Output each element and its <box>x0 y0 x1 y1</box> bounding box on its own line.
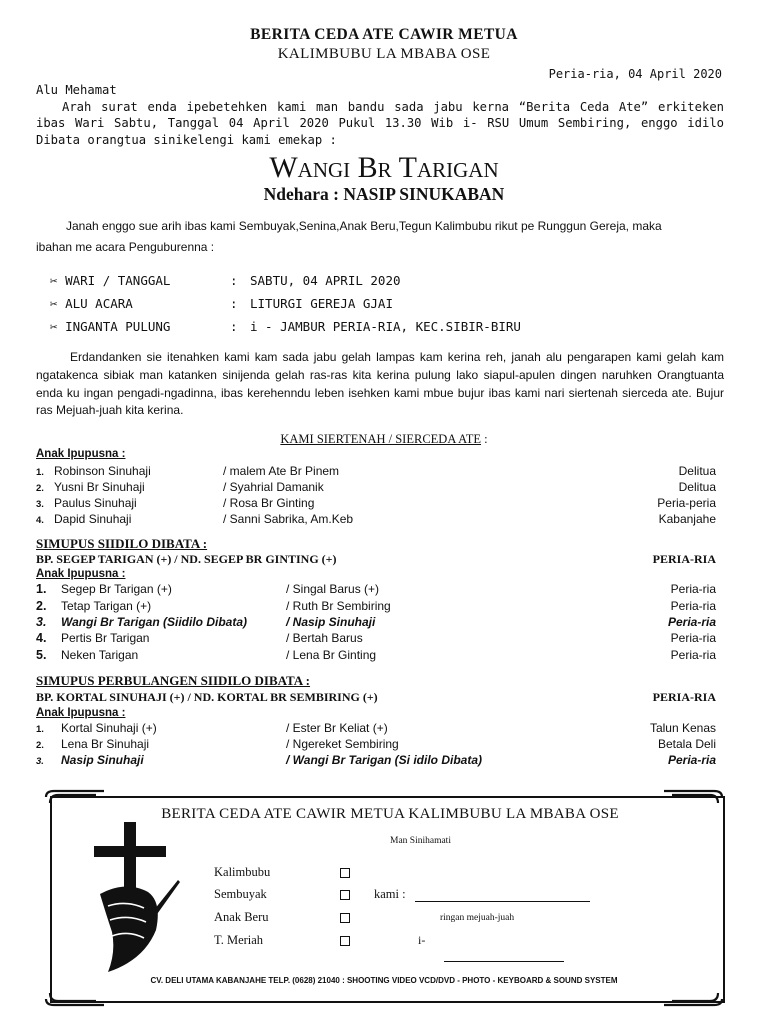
letter-date: Peria-ria, 04 April 2020 <box>548 67 722 81</box>
mourners-heading: KAMI SIERTENAH / SIERCEDA ATE : <box>280 432 488 446</box>
corner-ornament-tr <box>664 791 722 803</box>
greeting: Alu Mehamat <box>36 83 117 97</box>
table-row-deceased: 3. Wangi Br Tarigan (Siidilo Dibata) / Nasip Sinuhaji Peria-ria <box>36 615 716 629</box>
table-row: 4. Dapid Sinuhaji / Sanni Sabrika, Am.Keb Kabanjahe <box>36 512 716 526</box>
option-anak-beru: Anak Beru <box>214 910 269 924</box>
checkbox-kalimbubu[interactable] <box>340 868 350 878</box>
perbulangen-heading: SIMUPUS PERBULANGEN SIIDILO DIBATA : <box>36 673 311 688</box>
letter-subtitle: KALIMBUBU LA MBABA OSE <box>277 46 491 62</box>
children-label: Anak Ipupusna : <box>36 448 126 460</box>
invitation-paragraph: Erdandanken sie itenahken kami kam sada jabu gelah lampas kam kerina reh, janah alu pengarapen kami gelah kam ngatakenca sibiak man katanken sinijenda gelah ras-ras kita kerina pulung lako siapul-apulen dingen naruhken Orangtuanta enda ku ingan pengadi-ngadinna, ibas kerehenndu leben isehken kami mbue bujur ibas kami nari siertenah sierceda ate. Bujur ras Mejuah-juah kita kerina. <box>36 350 724 418</box>
corner-ornament-tl <box>46 791 104 803</box>
table-row: 3. Paulus Sinuhaji / Rosa Br Ginting Peria-peria <box>36 496 716 510</box>
scissors-icon: ✂ <box>50 296 58 311</box>
corner-ornament-br <box>664 993 722 1005</box>
deceased-name: Wangi Br Tarigan <box>269 151 499 184</box>
option-t-meriah: T. Meriah <box>214 933 264 947</box>
table-row: 2. Tetap Tarigan (+) / Ruth Br Sembiring Peria-ria <box>36 599 716 613</box>
cross-illustration <box>86 820 186 980</box>
corner-ornament-bl <box>46 993 104 1005</box>
table-row: 1. Kortal Sinuhaji (+) / Ester Br Keliat (+) Talun Kenas <box>36 721 716 735</box>
table-row: 1. Segep Br Tarigan (+) / Singal Barus (+) Peria-ria <box>36 582 716 596</box>
simupus-heading: SIMUPUS SIIDILO DIBATA : <box>36 536 208 551</box>
checkbox-t-meriah[interactable] <box>340 936 350 946</box>
announcement-line-1: Janah enggo sue arih ibas kami Sembuyak,Senina,Anak Beru,Tegun Kalimbubu rikut pe Runggun Gereja, maka <box>66 219 662 233</box>
kami-input-line[interactable] <box>415 901 590 902</box>
intro-text: Arah surat enda ipebetehken kami man bandu sada jabu kerna “Berita Ceda Ate” erkiteken ibas Wari Sabtu, Tanggal 04 April 2020 Pukul 13.30 Wib i- RSU Umum Sembiring, enggo idilo Dibata orangtua sinikelengi kami emekap : <box>36 99 724 147</box>
checkbox-anak-beru[interactable] <box>340 913 350 923</box>
place-label: i- <box>418 933 426 947</box>
simupus-parents: BP. SEGEP TARIGAN (+) / ND. SEGEP BR GINTING (+) PERIA-RIA <box>36 552 716 566</box>
greeting-text: ringan mejuah-juah <box>440 913 515 923</box>
card-title: BERITA CEDA ATE CAWIR METUA KALIMBUBU LA MBABA OSE <box>161 806 619 822</box>
deceased-spouse: Ndehara : NASIP SINUKABAN <box>263 184 505 204</box>
announcement-line-2: ibahan me acara Penguburenna : <box>36 240 215 254</box>
table-row: 1. Robinson Sinuhaji / malem Ate Br Pinem Delitua <box>36 464 716 478</box>
table-row-spouse: 3. Nasip Sinuhaji / Wangi Br Tarigan (Si idilo Dibata) Peria-ria <box>36 753 716 767</box>
scissors-icon: ✂ <box>50 273 58 288</box>
scissors-icon: ✂ <box>50 319 58 334</box>
card-recipient-label: Man Sinihamati <box>390 836 451 846</box>
ulos-cloth <box>100 886 158 972</box>
table-row: 2. Yusni Br Sinuhaji / Syahrial Damanik Delitua <box>36 480 716 494</box>
table-row: 2. Lena Br Sinuhaji / Ngereket Sembiring Betala Deli <box>36 737 716 751</box>
kami-label: kami : <box>374 887 406 901</box>
option-kalimbubu: Kalimbubu <box>214 865 271 879</box>
table-row: 4. Pertis Br Tarigan / Bertah Barus Peria-ria <box>36 631 716 645</box>
simupus-children-label: Anak Ipupusna : <box>36 568 126 580</box>
checkbox-sembuyak[interactable] <box>340 890 350 900</box>
table-row: 5. Neken Tarigan / Lena Br Ginting Peria-ria <box>36 648 716 662</box>
cross-horizontal <box>94 846 166 857</box>
perbulangen-parents: BP. KORTAL SINUHAJI (+) / ND. KORTAL BR SEMBIRING (+) PERIA-RIA <box>36 690 716 704</box>
perbulangen-children-label: Anak Ipupusna : <box>36 707 126 719</box>
place-input-line[interactable] <box>444 961 564 962</box>
letter-title: BERITA CEDA ATE CAWIR METUA <box>250 26 518 43</box>
intro-paragraph <box>36 82 724 148</box>
option-sembuyak: Sembuyak <box>214 887 267 901</box>
card-footer-sponsor: CV. DELI UTAMA KABANJAHE TELP. (0628) 21040 : SHOOTING VIDEO VCD/DVD - PHOTO - KEYBOARD & SOUND SYSTEM <box>150 976 618 985</box>
